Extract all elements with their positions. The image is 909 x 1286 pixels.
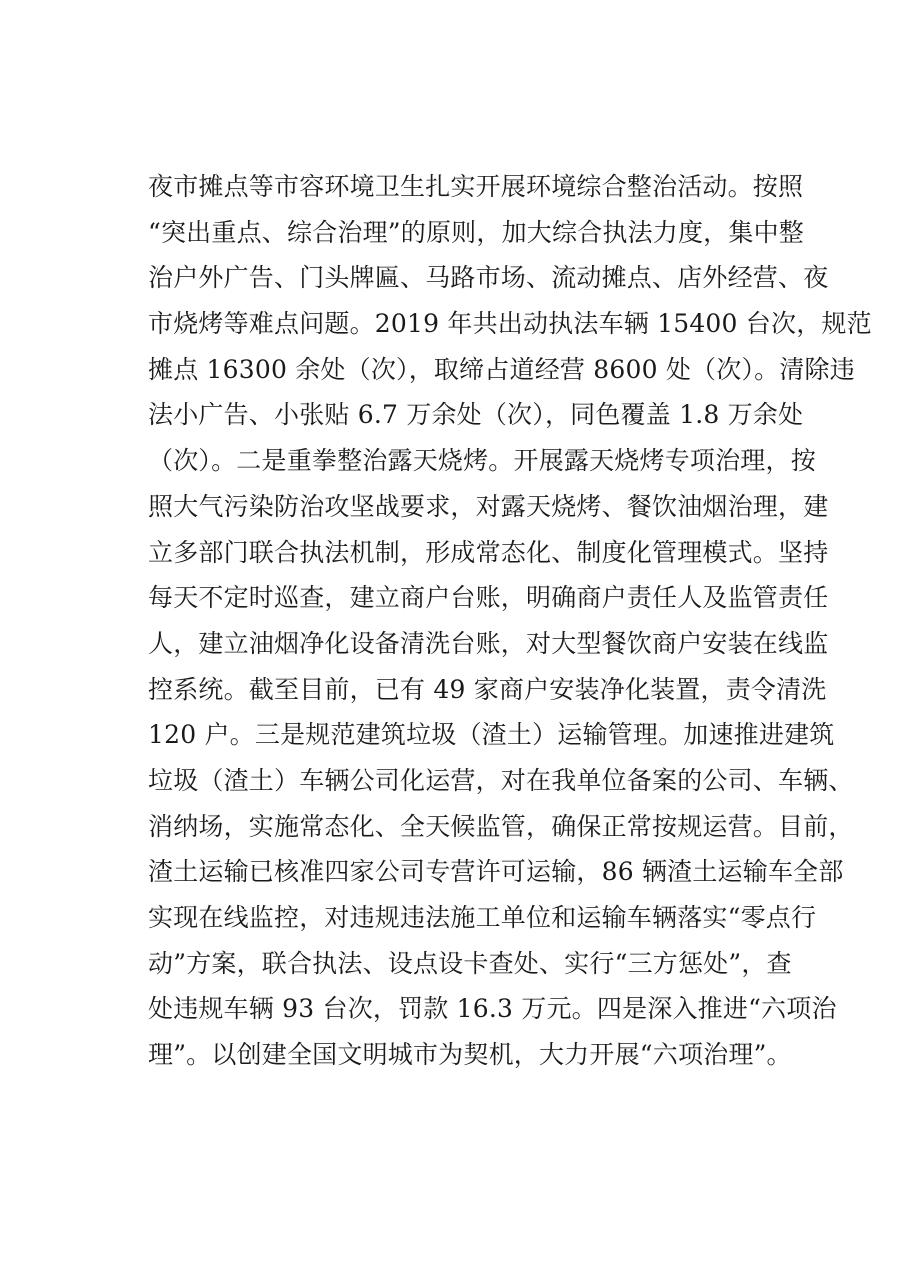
text-line: 治户外广告、门头牌匾、马路市场、流动摊点、店外经营、夜	[148, 263, 829, 293]
text-line: 人，建立油烟净化设备清洗台账，对大型餐饮商户安装在线监	[148, 628, 829, 658]
text-line: 实现在线监控，对违规违法施工单位和运输车辆落实“零点行	[148, 903, 817, 932]
text-line: 处违规车辆 93 台次，罚款 16.3 万元。四是深入推进“六项治	[148, 994, 837, 1024]
text-line: 动”方案，联合执法、设点设卡查处、实行“三方惩处”，查	[148, 948, 792, 978]
body-text	[148, 164, 872, 1078]
text-line: 立多部门联合执法机制，形成常态化、制度化管理模式。坚持	[148, 537, 829, 567]
text-line: 夜市摊点等市容环境卫生扎实开展环境综合整治活动。按照	[148, 172, 804, 201]
text-line: 垃圾（渣土）车辆公司化运营，对在我单位备案的公司、车辆、	[148, 765, 854, 795]
text-line: 渣土运输已核准四家公司专营许可运输，86 辆渣土运输车全部	[148, 857, 844, 887]
text-line: 法小广告、小张贴 6.7 万余处（次），同色覆盖 1.8 万余处	[148, 400, 804, 430]
text-line: 控系统。截至目前，已有 49 家商户安装净化装置，责令清洗	[148, 674, 827, 704]
text-line: 120 户。三是规范建筑垃圾（渣土）运输管理。加速推进建筑	[148, 720, 835, 750]
text-line: 每天不定时巡查，建立商户台账，明确商户责任人及监管责任	[148, 583, 829, 613]
text-line: 市烧烤等难点问题。2019 年共出动执法车辆 15400 台次，规范	[148, 309, 872, 339]
text-line: （次）。二是重拳整治露天烧烤。开展露天烧烤专项治理，按	[148, 446, 816, 476]
text-line: 理”。以创建全国文明城市为契机，大力开展“六项治理”。	[148, 1040, 792, 1070]
text-line: “突出重点、综合治理”的原则，加大综合执法力度，集中整	[148, 217, 804, 247]
text-line: 消纳场，实施常态化、全天候监管，确保正常按规运营。目前，	[148, 811, 854, 841]
text-line: 照大气污染防治攻坚战要求，对露天烧烤、餐饮油烟治理，建	[148, 491, 829, 521]
text-line: 摊点 16300 余处（次），取缔占道经营 8600 处（次）。清除违	[148, 354, 855, 384]
